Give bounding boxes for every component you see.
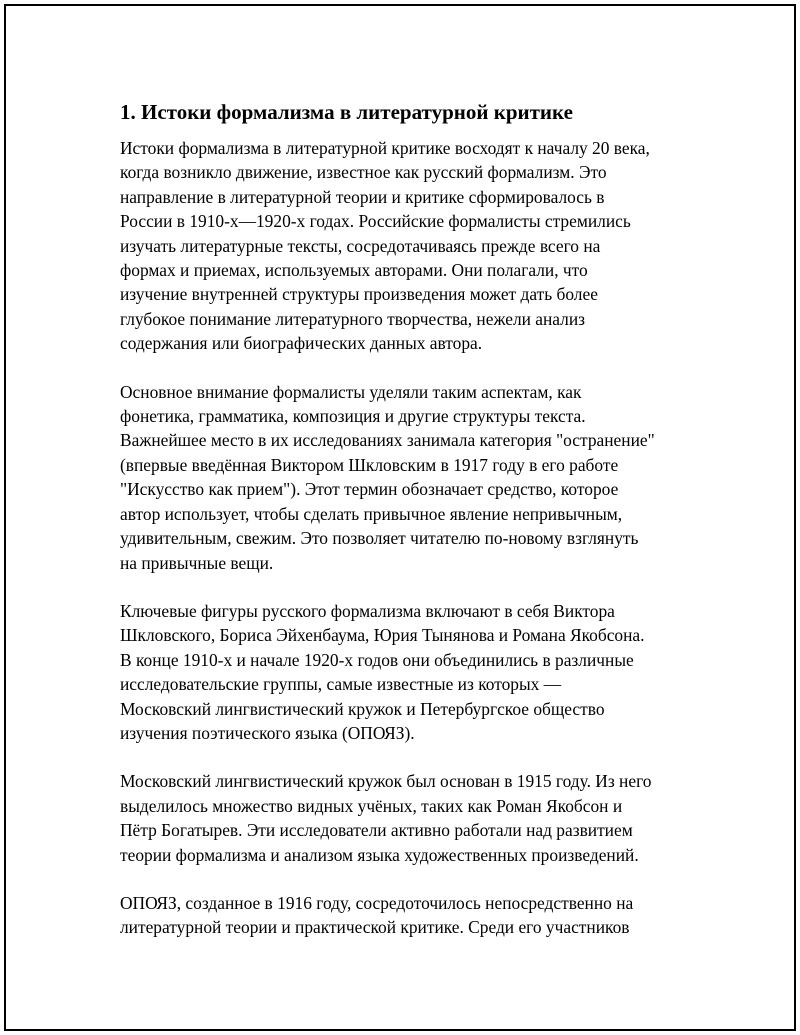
document-body: [120, 98, 710, 964]
paragraph-line: теории формализма и анализом языка художественных произведений.: [120, 844, 639, 865]
paragraph-line: на привычные вещи.: [120, 552, 274, 573]
paragraph-line: изучение внутренней структуры произведения может дать более: [120, 284, 598, 305]
paragraph-line: Ключевые фигуры русского формализма включают в себя Виктора: [120, 600, 615, 621]
paragraph-line: фонетика, грамматика, композиция и другие структуры текста.: [120, 406, 586, 427]
paragraph-line: когда возникло движение, известное как русский формализм. Это: [120, 162, 607, 183]
paragraph-line: Пётр Богатырев. Эти исследователи активно работали над развитием: [120, 820, 633, 841]
paragraph: [120, 380, 710, 575]
paragraph-line: В конце 1910-х и начале 1920-х годов они объединились в различные: [120, 649, 634, 670]
paragraph: [120, 891, 710, 940]
paragraph-line: содержания или биографических данных автора.: [120, 333, 483, 354]
paragraph: [120, 769, 710, 867]
paragraph-line: России в 1910-х—1920-х годах. Российские формалисты стремились: [120, 211, 631, 232]
paragraph-line: Истоки формализма в литературной критике восходят к началу 20 века,: [120, 138, 650, 158]
paragraph-line: Московский лингвистический кружок был основан в 1915 году. Из него: [120, 771, 652, 792]
paragraphs-container: [120, 136, 710, 940]
paragraph: [120, 136, 710, 356]
section-heading: 1. Истоки формализма в литературной критике: [120, 100, 573, 124]
paragraph-line: автор использует, чтобы сделать привычное явление непривычным,: [120, 503, 623, 524]
paragraph-line: исследовательские группы, самые известные из которых —: [120, 674, 562, 695]
paragraph-line: Важнейшее место в их исследованиях занимала категория "остранение": [120, 430, 655, 451]
paragraph-line: направление в литературной теории и критике сформировалось в: [120, 186, 605, 207]
paragraph-line: Шкловского, Бориса Эйхенбаума, Юрия Тынянова и Романа Якобсона.: [120, 625, 645, 646]
paragraph-line: Основное внимание формалисты уделяли таким аспектам, как: [120, 381, 582, 402]
paragraph-line: изучения поэтического языка (ОПОЯЗ).: [120, 722, 415, 743]
paragraph-line: Московский лингвистический кружок и Петербургское общество: [120, 698, 605, 719]
paragraph-line: выделилось множество видных учёных, таких как Роман Якобсон и: [120, 795, 623, 816]
paragraph-line: изучать литературные тексты, сосредотачиваясь прежде всего на: [120, 235, 601, 256]
page-frame: [4, 4, 796, 1031]
paragraph-line: (впервые введённая Виктором Шкловским в 1917 году в его работе: [120, 454, 619, 475]
paragraph-line: "Искусство как прием"). Этот термин обозначает средство, которое: [120, 479, 619, 500]
paragraph: [120, 599, 710, 745]
paragraph-line: глубокое понимание литературного творчества, нежели анализ: [120, 308, 586, 329]
paragraph-line: формах и приемах, используемых авторами. Они полагали, что: [120, 260, 588, 281]
paragraph-line: ОПОЯЗ, созданное в 1916 году, сосредоточилось непосредственно на: [120, 892, 634, 913]
paragraph-line: удивительным, свежим. Это позволяет читателю по-новому взглянуть: [120, 528, 639, 549]
paragraph-line: литературной теории и практической критике. Среди его участников: [120, 917, 630, 938]
